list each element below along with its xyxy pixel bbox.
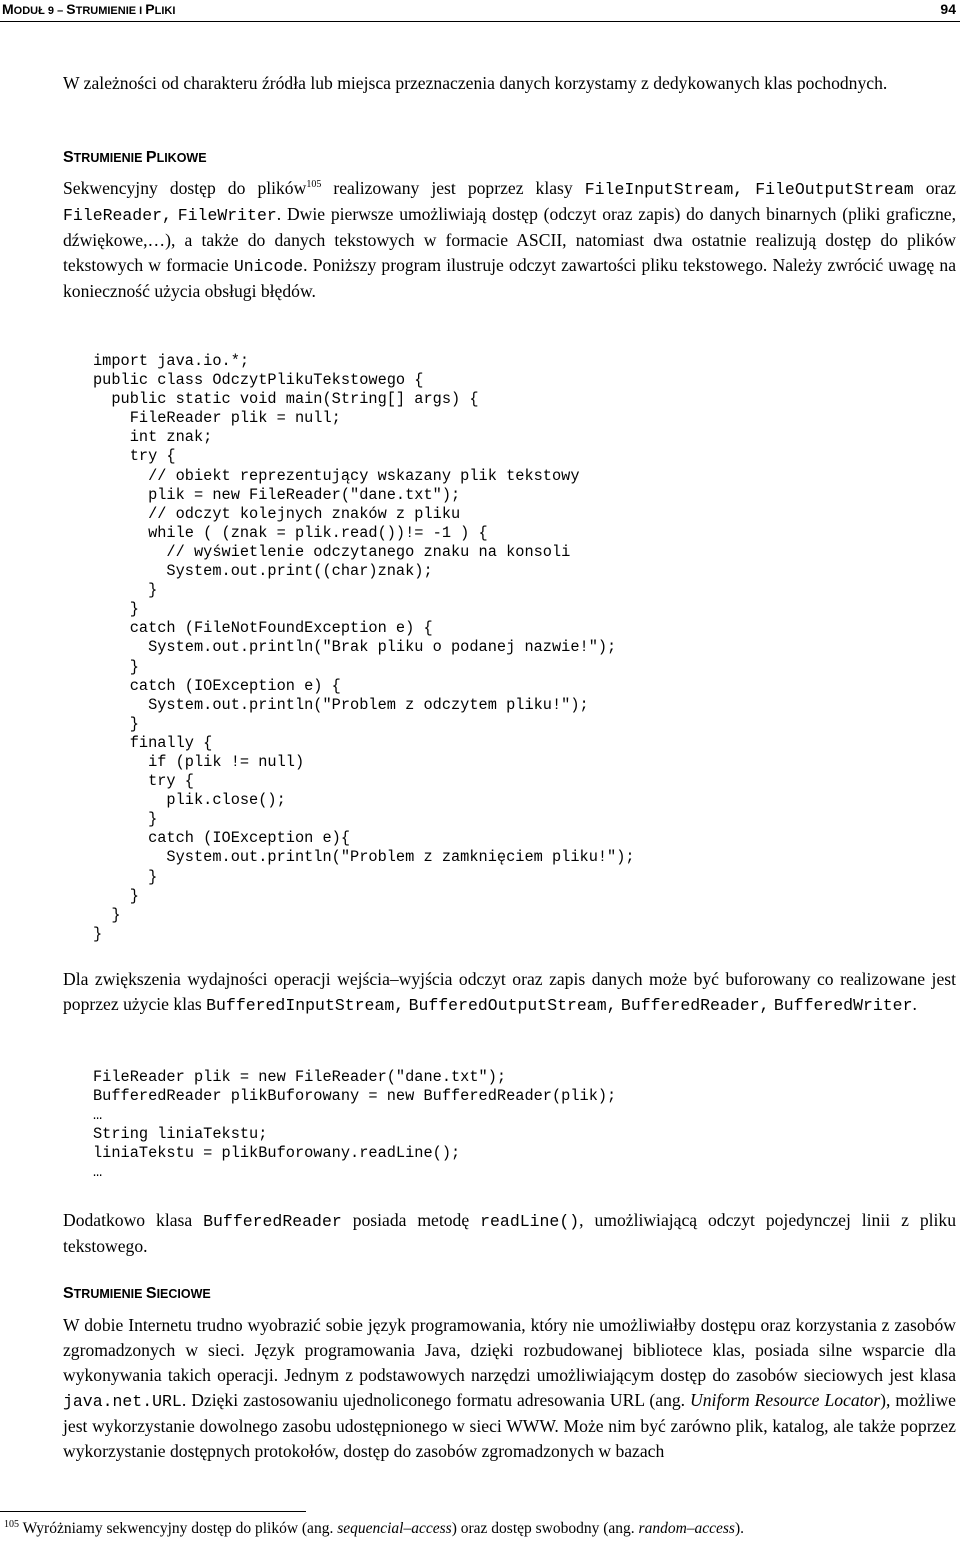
intro-paragraph: W zależności od charakteru źródła lub miejsca przeznaczenia danych korzystamy z dedykowanych klas pochodnych. bbox=[63, 73, 888, 93]
buffered-streams-paragraph bbox=[63, 967, 956, 1018]
text-run: Dla zwiększenia wydajności operacji wejścia–wyjścia odczyt oraz zapis danych może być buforowany co realizowane jest poprzez użycie klas bbox=[63, 969, 956, 1014]
inline-code: FileOutputStream bbox=[755, 180, 914, 199]
text-run: Dodatkowo klasa bbox=[63, 1210, 204, 1230]
text-run: Sekwencyjny dostęp do plików bbox=[63, 178, 307, 198]
heading-part: S bbox=[145, 1285, 157, 1302]
page-number: 94 bbox=[940, 1, 956, 17]
inline-code: BufferedInputStream, bbox=[206, 996, 405, 1015]
heading-part: S bbox=[63, 149, 74, 166]
text-run: . Dzięki zastosowaniu ujednoliconego formatu adresowania URL (ang. bbox=[181, 1390, 691, 1410]
inline-code: FileReader, bbox=[63, 206, 172, 225]
inline-code: BufferedReader bbox=[203, 1212, 342, 1231]
network-streams-paragraph bbox=[63, 1313, 956, 1464]
inline-code: readLine() bbox=[480, 1212, 580, 1231]
italic-term: Uniform Resource Locator bbox=[690, 1390, 881, 1410]
text-run: . Poniższy program ilustruje odczyt zawartości pliku tekstowego. Należy zwrócić uwagę na konieczność użycia obsługi błędów. bbox=[63, 255, 956, 301]
inline-code: BufferedWriter bbox=[773, 996, 913, 1015]
file-streams-paragraph bbox=[63, 176, 956, 304]
heading-part: S bbox=[63, 1285, 74, 1302]
inline-code: FileInputStream, bbox=[584, 180, 744, 199]
text-run: Wyróżniamy sekwencyjny dostęp do plików (ang. bbox=[19, 1520, 338, 1537]
text-run: . Dwie pierwsze umożliwiają dostęp (odczyt oraz zapis) do danych binarnych (pliki graficzne, dźwiękowe,…), a także do danych tekstowych w formacie ASCII, natomiast dwa ostatnie realizują dostęp do plików tekstowych w formacie bbox=[63, 204, 956, 275]
header-title-part: TRUMIENIE I bbox=[75, 5, 146, 17]
footnote-105 bbox=[4, 1519, 744, 1539]
heading-part: P bbox=[145, 149, 157, 166]
italic-term: sequencial–access bbox=[337, 1520, 452, 1537]
header-title-part: P bbox=[145, 1, 155, 17]
inline-code: Unicode bbox=[233, 257, 304, 276]
text-run: ) oraz dostęp swobodny (ang. bbox=[451, 1520, 639, 1537]
heading-part: IECIOWE bbox=[156, 1287, 211, 1301]
code-listing-buffered-reader: FileReader plik = new FileReader("dane.txt"); BufferedReader plikBuforowany = new BufferedReader(plik); … String liniaTekstu; liniaTekstu = plikBuforowany.readLine(); … bbox=[93, 1068, 617, 1182]
footnote-reference: 105 bbox=[306, 179, 322, 191]
inline-code: BufferedReader, bbox=[620, 996, 770, 1015]
text-run: W dobie Internetu trudno wyobrazić sobie język programowania, który nie umożliwiałby dostępu oraz korzystania z zasobów zgromadzonych w sieci. Język programowania Java, dzięki rozbudowanej bibliotece klas, posiada silne wsparcie dla wykonywania takich operacji. Jednym z podstawowych narzędzi umożliwiającym dostęp do zasobów sieciowych jest klasa bbox=[63, 1315, 956, 1385]
readline-paragraph bbox=[63, 1208, 956, 1259]
header-title-part: M bbox=[2, 1, 14, 17]
header-title-part: LIKI bbox=[154, 5, 176, 17]
page-header bbox=[0, 0, 960, 22]
text-run: ). bbox=[734, 1520, 745, 1537]
italic-term: random–access bbox=[638, 1520, 735, 1537]
text-run: posiada metodę bbox=[341, 1210, 481, 1230]
text-run: ), możliwe jest wykorzystanie dowolnego zasobu udostępnionego w sieci WWW. Może nim być zarówno plik, katalog, ale także poprzez wykorzystanie dostępnych protokołów, dostęp do zasobów zgromadzonych w bazach bbox=[63, 1390, 956, 1461]
heading-part: TRUMIENIE bbox=[73, 1287, 146, 1301]
section-heading-strumienie-plikowe bbox=[63, 149, 207, 167]
footnote-divider bbox=[0, 1511, 306, 1512]
section-heading-strumienie-sieciowe bbox=[63, 1285, 211, 1303]
header-title bbox=[2, 1, 175, 17]
text-run: realizowany jest poprzez klasy bbox=[321, 178, 585, 198]
inline-code: FileWriter bbox=[177, 206, 277, 225]
inline-code: java.net.URL bbox=[63, 1392, 182, 1411]
header-title-part: ODUŁ 9 – bbox=[13, 5, 67, 17]
text-run: . bbox=[912, 994, 917, 1014]
heading-part: TRUMIENIE bbox=[73, 151, 146, 165]
footnote-number: 105 bbox=[4, 1518, 19, 1530]
inline-code: BufferedOutputStream, bbox=[408, 996, 617, 1015]
text-run: , umożliwiającą odczyt pojedynczej linii z pliku tekstowego. bbox=[63, 1210, 956, 1256]
header-title-part: S bbox=[66, 1, 76, 17]
heading-part: LIKOWE bbox=[156, 151, 207, 165]
code-listing-file-reader: import java.io.*; public class OdczytPlikuTekstowego { public static void main(String[] args) { FileReader plik = null; int znak; try { // obiekt reprezentujący wskazany plik tekstowy plik = new FileReader("dane.txt"); // odczyt kolejnych znaków z pliku while ( (znak = plik.read())!= -1 ) { // wyświetlenie odczytanego znaku na konsoli System.out.print((char)znak); } } catch (FileNotFoundException e) { System.out.println("Brak pliku o podanej nazwie!"); } catch (IOException e) { System.out.println("Problem z odczytem pliku!"); } finally { if (plik != null) try { plik.close(); } catch (IOException e){ System.out.println("Problem z zamknięciem pliku!"); } } } } bbox=[93, 352, 635, 943]
text-run: oraz bbox=[913, 178, 956, 198]
